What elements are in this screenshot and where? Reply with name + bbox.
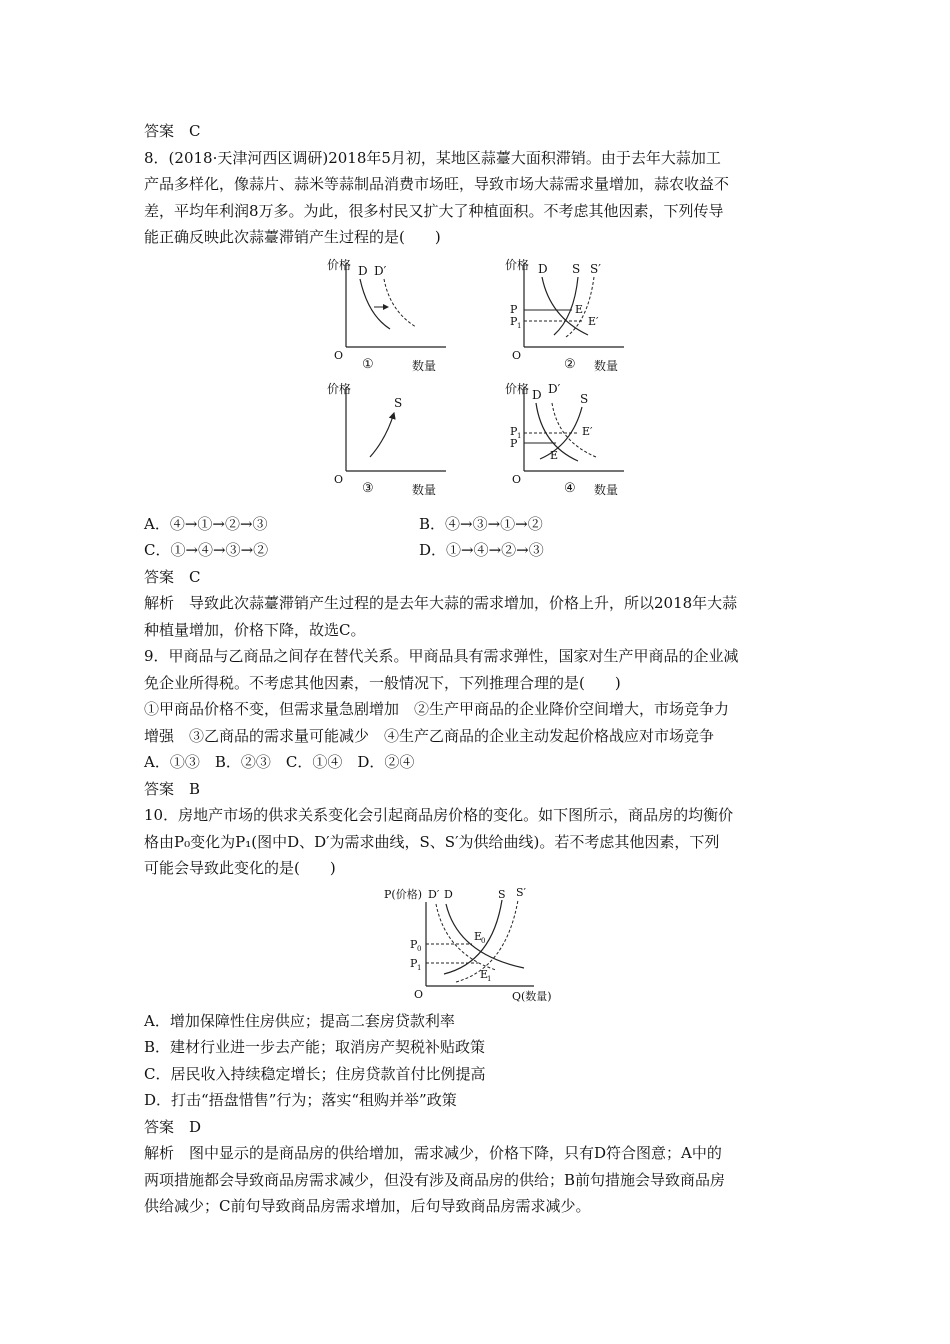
graph-1-label: ① bbox=[362, 356, 374, 372]
graph-3-label: ③ bbox=[362, 480, 374, 496]
question-8 bbox=[144, 145, 814, 644]
label-S: S bbox=[394, 395, 403, 410]
price-label: 价格 bbox=[505, 381, 530, 396]
q10-analysis-line: 供给减少；C前句导致商品房需求增加，后句导致商品房需求减少。 bbox=[144, 1197, 591, 1215]
graph-4-qty: 数量 bbox=[594, 482, 619, 497]
graph-4 bbox=[502, 379, 632, 489]
label-P: P bbox=[510, 302, 518, 316]
label-E1: E bbox=[480, 967, 489, 981]
q8-stem-line: 8．(2018·天津河西区调研)2018年5月初，某地区蒜薹大面积滞销。由于去年大蒜加工 bbox=[144, 148, 721, 167]
graph-2 bbox=[502, 255, 632, 365]
label-S2: S′ bbox=[590, 261, 601, 276]
label-D2: D′ bbox=[428, 887, 440, 901]
graph-3-qty: 数量 bbox=[412, 482, 437, 497]
question-9 bbox=[144, 643, 814, 802]
q8-option-C[interactable]: C．①→④→③→② bbox=[144, 541, 269, 559]
q10-graph bbox=[144, 884, 814, 1004]
q8-option-B[interactable]: B．④→③→①→② bbox=[419, 514, 543, 533]
q8-stem-line: 差，平均年利润8万多。为此，很多村民又扩大了种植面积。不考虑其他因素，下列传导 bbox=[144, 201, 724, 220]
label-P1-sub: 1 bbox=[517, 321, 522, 330]
label-S: S bbox=[498, 887, 506, 901]
label-S: S bbox=[580, 391, 589, 406]
label-S: S bbox=[572, 261, 581, 276]
price-label: 价格 bbox=[327, 381, 352, 396]
graph-3 bbox=[324, 379, 454, 489]
q9-answer: 答案 B bbox=[144, 779, 201, 798]
q8-options-row bbox=[144, 511, 814, 538]
q8-graphs bbox=[144, 255, 814, 505]
label-D2: D′ bbox=[374, 263, 387, 278]
price-label: 价格 bbox=[327, 257, 352, 272]
graph-4-label: ④ bbox=[564, 480, 576, 496]
q10-stem-line: 格由P₀变化为P₁(图中D、D′为需求曲线，S、S′为供给曲线)。若不考虑其他因素，下列 bbox=[144, 832, 720, 851]
label-P1: P bbox=[510, 424, 518, 438]
origin-label: O bbox=[414, 987, 424, 1001]
q10-option-B[interactable]: B．建材行业进一步去产能；取消房产契税补贴政策 bbox=[144, 1038, 486, 1056]
y-axis-label: P(价格) bbox=[384, 887, 422, 901]
label-E1-sub: 1 bbox=[487, 974, 492, 983]
q8-answer: 答案 C bbox=[144, 567, 201, 586]
q10-stem-line: 10．房地产市场的供求关系变化会引起商品房价格的变化。如下图所示，商品房的均衡价 bbox=[144, 806, 734, 824]
q8-stem-line: 能正确反映此次蒜薹滞销产生过程的是( ) bbox=[144, 228, 441, 246]
q8-analysis-line: 解析 导致此次蒜薹滞销产生过程的是去年大蒜的需求增加，价格上升，所以2018年大蒜 bbox=[144, 594, 738, 612]
label-E2: E′ bbox=[588, 314, 599, 328]
label-E0-sub: 0 bbox=[481, 936, 486, 945]
label-P: P bbox=[510, 436, 518, 450]
origin-label: O bbox=[512, 472, 522, 486]
graph-2-label: ② bbox=[564, 356, 576, 372]
origin-label: O bbox=[334, 348, 344, 362]
label-P0: P bbox=[410, 937, 418, 951]
label-D: D bbox=[532, 387, 542, 402]
q8-analysis-line: 种植量增加，价格下降，故选C。 bbox=[144, 620, 366, 639]
label-D: D bbox=[444, 887, 453, 901]
q9-stem-line: 9．甲商品与乙商品之间存在替代关系。甲商品具有需求弹性，国家对生产甲商品的企业减 bbox=[144, 647, 739, 665]
q8-options-row bbox=[144, 537, 814, 564]
supply-curve-S bbox=[370, 413, 394, 457]
demand-curve-D2 bbox=[436, 904, 496, 970]
price-label: 价格 bbox=[505, 257, 530, 272]
label-P0-sub: 0 bbox=[417, 944, 422, 953]
housing-market-graph bbox=[384, 884, 574, 1004]
label-E2: E′ bbox=[582, 424, 593, 438]
q9-options[interactable]: A．①③ B．②③ C．①④ D．②④ bbox=[144, 753, 415, 771]
label-D: D bbox=[538, 261, 548, 276]
graph-1-qty: 数量 bbox=[412, 358, 437, 373]
q8-stem-line: 产品多样化，像蒜片、蒜米等蒜制品消费市场旺，导致市场大蒜需求量增加，蒜农收益不 bbox=[144, 175, 730, 193]
q10-analysis-line: 两项措施都会导致商品房需求减少，但没有涉及商品房的供给；B前句措施会导致商品房 bbox=[144, 1170, 726, 1189]
q10-option-C[interactable]: C．居民收入持续稳定增长；住房贷款首付比例提高 bbox=[144, 1064, 486, 1083]
q9-stem-line: 增强 ③乙商品的需求量可能减少 ④生产乙商品的企业主动发起价格战应对市场竞争 bbox=[144, 726, 715, 745]
prev-answer: 答案 C bbox=[144, 122, 201, 140]
x-axis-label: Q(数量) bbox=[512, 989, 552, 1003]
q10-analysis-line: 解析 图中显示的是商品房的供给增加，需求减少，价格下降，只有D符合图意；A中的 bbox=[144, 1144, 722, 1162]
q8-option-D[interactable]: D．①→④→②→③ bbox=[419, 541, 544, 559]
label-D2: D′ bbox=[548, 381, 561, 396]
q10-option-D[interactable]: D．打击“捂盘惜售”行为；落实“租购并举”政策 bbox=[144, 1091, 457, 1109]
label-P1-sub: 1 bbox=[517, 431, 522, 440]
demand-curve-D2 bbox=[384, 279, 416, 327]
q10-option-A[interactable]: A．增加保障性住房供应；提高二套房贷款利率 bbox=[144, 1011, 455, 1030]
question-10 bbox=[144, 802, 814, 1220]
q9-stem-line: ①甲商品价格不变，但需求量急剧增加 ②生产甲商品的企业降价空间增大，市场竞争力 bbox=[144, 700, 730, 718]
graph-2-qty: 数量 bbox=[594, 358, 619, 373]
origin-label: O bbox=[512, 348, 522, 362]
label-D: D bbox=[358, 263, 368, 278]
q10-answer: 答案 D bbox=[144, 1117, 202, 1136]
label-E0: E bbox=[474, 929, 483, 943]
label-P1-sub: 1 bbox=[417, 963, 422, 972]
label-P1: P bbox=[410, 956, 418, 970]
q9-stem-line: 免企业所得税。不考虑其他因素，一般情况下，下列推理合理的是( ) bbox=[144, 673, 621, 692]
graph-1 bbox=[324, 255, 454, 365]
label-P1: P bbox=[510, 314, 518, 328]
q8-option-A[interactable]: A．④→①→②→③ bbox=[144, 514, 268, 533]
label-S2: S′ bbox=[516, 885, 527, 899]
demand-curve-D bbox=[446, 904, 524, 968]
q10-stem-line: 可能会导致此变化的是( ) bbox=[144, 859, 336, 877]
label-E: E bbox=[550, 448, 559, 462]
label-E: E bbox=[575, 302, 584, 316]
document-page bbox=[144, 118, 814, 1220]
origin-label: O bbox=[334, 472, 344, 486]
